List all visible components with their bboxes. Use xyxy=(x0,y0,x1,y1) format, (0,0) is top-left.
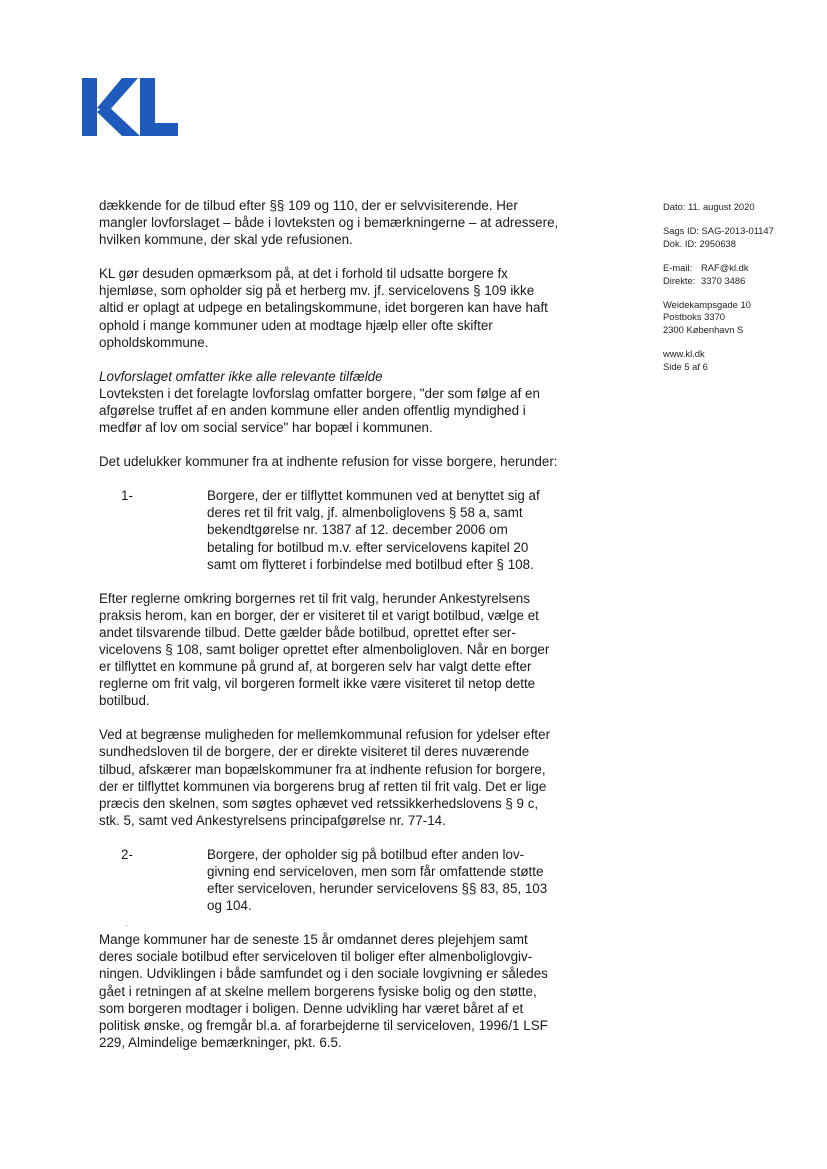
sags-id: Sags ID: SAG-2013-01147 xyxy=(663,225,774,237)
list-item-text: Borgere, der opholder sig på botilbud efter anden lovgivning end serviceloven, men som får omfattende støtte efter serviceloven, herunder servicelovens §§ 83, 85, 103 og 104. xyxy=(207,846,548,914)
paragraph-3: Lovteksten i det forelagte lovforslag omfatter borgere, "der som følge af en afgørelse truffet af en anden kommune eller anden offentlig myndighed i medfør af lov om social service" har bopæl i kommunen. xyxy=(99,385,540,436)
email-row xyxy=(663,262,813,274)
direct-row xyxy=(663,275,813,287)
section-lovforslaget xyxy=(99,368,559,436)
website: www.kl.dk xyxy=(663,348,705,360)
letter-body xyxy=(99,197,559,1068)
list-item-number: 2- xyxy=(121,846,133,862)
kl-logo xyxy=(82,78,178,136)
address-group xyxy=(663,299,813,336)
paragraph-7: Mange kommuner har de seneste 15 år omdannet deres plejehjem samt deres sociale botilbud efter serviceloven til boliger efter almenboliglovgivningen. Udviklingen i både samfundet og i den sociale lovgivning er således gået i retningen af at skelne mellem borgerens fysiske bolig og den støtte, som borgeren modtager i boligen. Denne udvikling har været båret af et politisk ønske, og fremgår bl.a. af forarbejderne til serviceloven, 1996/1 LSF 229, Almindelige bemærkninger, pkt. 6.5. xyxy=(99,932,548,1050)
letter-metadata xyxy=(663,201,813,385)
direct-label: Direkte: xyxy=(663,274,696,286)
paragraph-5: Efter reglerne omkring borgernes ret til frit valg, herunder Ankestyrelsens praksis herom, kan en borger, der er visiteret til et varigt botilbud, vælge et andet tilsvarende tilbud. Dette gælder både botilbud, oprettet efter servicelovens § 108, samt boliger oprettet efter almenboligloven. Når en borger er tilflyttet en kommune på grund af, at borgeren selv har valgt dette efter reglerne om frit valg, vil borgeren formelt ikke være visiteret til netop dette botilbud. xyxy=(99,590,550,709)
list-item-number: 1- xyxy=(121,488,133,504)
email-value: RAF@kl.dk xyxy=(701,262,749,274)
dok-id: Dok. ID: 2950638 xyxy=(663,237,736,249)
section-heading: Lovforslaget omfatter ikke alle relevante tilfælde xyxy=(99,368,383,384)
paragraph-6: Ved at begrænse muligheden for mellemkommunal refusion for ydelser efter sundhedsloven til de borgere, der er direkte visiteret til deres nuværende tilbud, afskærer man bopælskommuner fra at indhente refusion for borgere, der er tilflyttet kommunen via borgerens brug af retten til frit valg. Det er lige præcis den skelnen, som søgtes ophævet ved retssikkerhedslovens § 9 c, stk. 5, samt ved Ankestyrelsens principafgørelse nr. 77-14. xyxy=(99,727,551,828)
address-city: 2300 København S xyxy=(663,323,744,335)
id-group xyxy=(663,225,813,250)
paragraph-4: Det udelukker kommuner fra at indhente refusion for visse borgere, herunder: xyxy=(99,454,558,470)
web-group xyxy=(663,348,813,373)
direct-value: 3370 3486 xyxy=(701,274,746,286)
list-item-text: Borgere, der er tilflyttet kommunen ved at benyttet sig af deres ret til frit valg, jf. almenboliglovens § 58 a, samt bekendtgørelse nr. 1387 af 12. december 2006 om betaling for botilbud m.v. efter servicelovens kapitel 20 samt om flytteret i forbindelse med botilbud efter § 108. xyxy=(207,488,540,572)
list-item-1 xyxy=(99,487,559,572)
address-street: Weidekampsgade 10 xyxy=(663,299,751,311)
address-box: Postboks 3370 xyxy=(663,311,726,323)
stray-mark: . xyxy=(126,919,129,928)
list-item-2 xyxy=(99,846,559,914)
email-label: E-mail: xyxy=(663,262,693,274)
date-group xyxy=(663,201,813,213)
date: Dato: 11. august 2020 xyxy=(663,201,755,212)
paragraph-1: dækkende for de tilbud efter §§ 109 og 110, der er selvvisiterende. Her mangler lovforslaget – både i lovteksten og i bemærkningerne – at adressere, hvilken kommune, der skal yde refusionen. xyxy=(99,198,559,248)
paragraph-2: KL gør desuden opmærksom på, at det i forhold til udsatte borgere fx hjemløse, som opholder sig på et herberg mv. jf. servicelovens § 109 ikke altid er oplagt at udpege en betalingskommune, idet borgeren kan have haft ophold i mange kommuner uden at modtage hjælp eller ofte skifter opholdskommune. xyxy=(99,266,548,350)
page-number: Side 5 af 6 xyxy=(663,360,708,372)
contact-group xyxy=(663,262,813,287)
